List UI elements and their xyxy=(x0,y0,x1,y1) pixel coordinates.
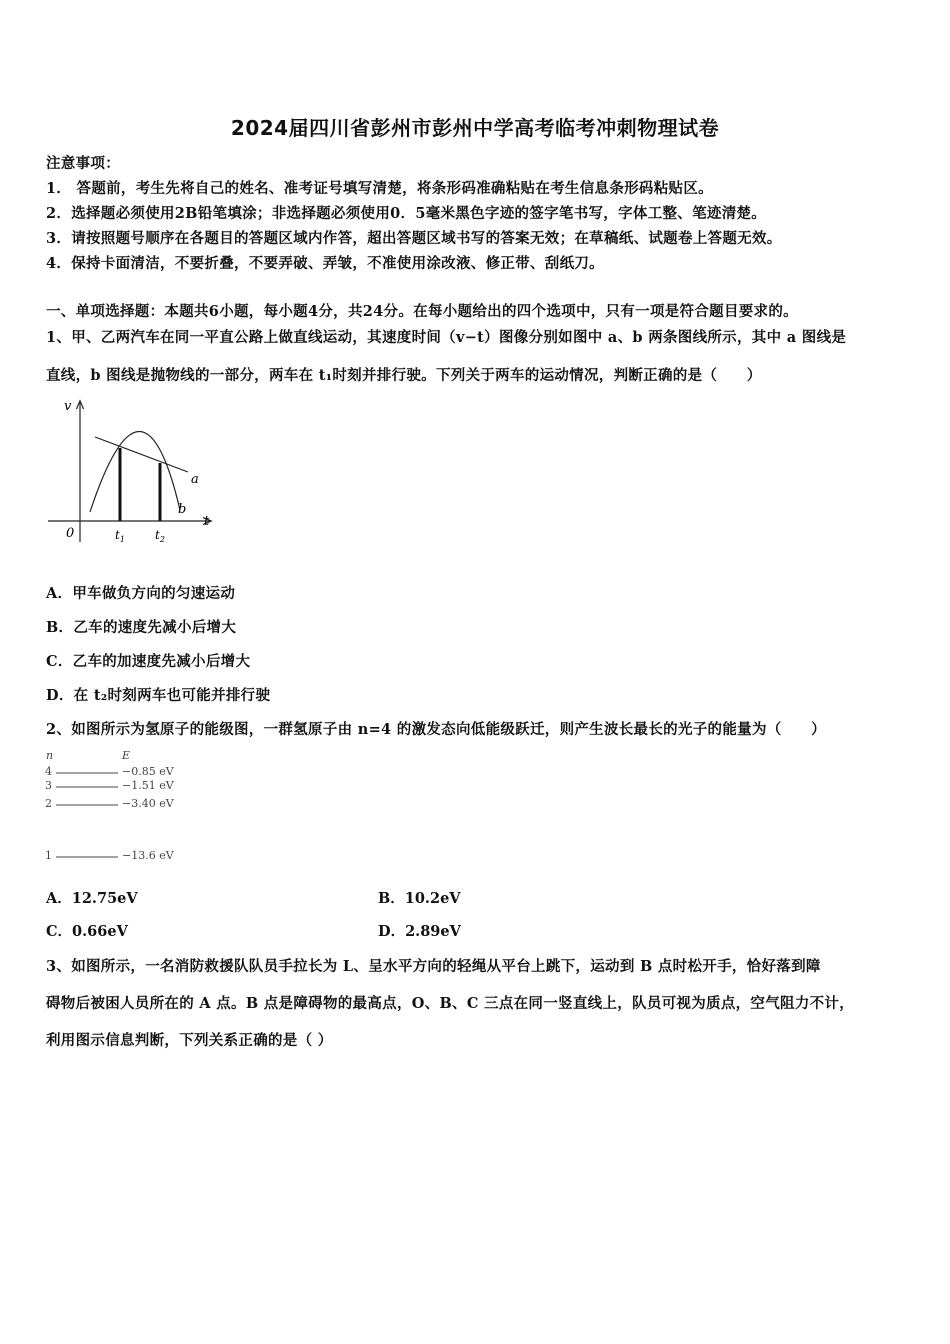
notice-item-3: 3．请按照题号顺序在各题目的答题区域内作答，超出答题区域书写的答案无效；在草稿纸、试题卷上答题无效。 xyxy=(46,230,782,247)
level-1-n: 1 xyxy=(45,849,52,862)
notice-heading: 注意事项： xyxy=(46,155,120,172)
q1-option-a: A．甲车做负方向的匀速运动 xyxy=(46,585,236,602)
line-b-label: b xyxy=(178,502,187,517)
q2-option-d: D．2.89eV xyxy=(378,923,461,940)
q2-option-c: C．0.66eV xyxy=(46,923,128,940)
v-axis-label: v xyxy=(64,399,72,414)
level-1-energy: −13.6 eV xyxy=(122,849,174,862)
origin-label: 0 xyxy=(66,526,75,541)
level-3-energy: −1.51 eV xyxy=(122,779,174,792)
q2-option-b: B．10.2eV xyxy=(378,890,461,907)
page-title: 2024届四川省彭州市彭州中学高考临考冲刺物理试卷 xyxy=(230,116,720,140)
q1-stem-line1: 1、甲、乙两汽车在同一平直公路上做直线运动，其速度时间（v−t）图像分别如图中 a、b 两条图线所示，其中 a 图线是 xyxy=(46,329,847,346)
curve-b xyxy=(90,431,180,512)
line-a-label: a xyxy=(191,472,199,487)
e-label: E xyxy=(122,749,131,762)
level-2-energy: −3.40 eV xyxy=(122,797,174,810)
level-2-n: 2 xyxy=(45,797,52,810)
notice-item-4: 4．保持卡面清洁，不要折叠，不要弄破、弄皱，不准使用涂改液、修正带、刮纸刀。 xyxy=(46,255,604,272)
t-axis-label: t xyxy=(204,514,210,529)
q2-option-a: A．12.75eV xyxy=(46,890,138,907)
level-4-n: 4 xyxy=(45,765,52,778)
q3-stem-line1: 3、如图所示，一名消防救援队队员手拉长为 L、呈水平方向的轻绳从平台上跳下，运动到 B 点时松开手，恰好落到障 xyxy=(46,958,821,975)
section-heading: 一、单项选择题：本题共6小题，每小题4分，共24分。在每小题给出的四个选项中，只有一项是符合题目要求的。 xyxy=(46,303,798,320)
level-4-energy: −0.85 eV xyxy=(122,765,174,778)
notice-item-2: 2．选择题必须使用2B铅笔填涂；非选择题必须使用0．5毫米黑色字迹的签字笔书写，字体工整、笔迹清楚。 xyxy=(46,205,767,222)
n-label: n xyxy=(46,749,54,762)
q3-stem-line2: 碍物后被困人员所在的 A 点。B 点是障碍物的最高点，O、B、C 三点在同一竖直线上，队员可视为质点，空气阻力不计， xyxy=(46,995,855,1012)
q3-stem-line3: 利用图示信息判断，下列关系正确的是（ ） xyxy=(46,1032,333,1049)
q1-option-d: D．在 t₂时刻两车也可能并排行驶 xyxy=(46,687,271,704)
t1-label: $t_1$ xyxy=(115,528,125,544)
q1-option-b: B．乙车的速度先减小后增大 xyxy=(46,619,237,636)
q2-stem: 2、如图所示为氢原子的能级图，一群氢原子由 n=4 的激发态向低能级跃迁，则产生波长最长的光子的能量为（ ） xyxy=(46,721,826,738)
q1-stem-line2: 直线，b 图线是抛物线的一部分，两车在 t₁时刻并排行驶。下列关于两车的运动情况，判断正确的是（ ） xyxy=(46,367,762,384)
notice-item-1: 1． 答题前，考生先将自己的姓名、准考证号填写清楚，将条形码准确粘贴在考生信息条形码粘贴区。 xyxy=(46,180,713,197)
level-3-n: 3 xyxy=(45,779,52,792)
vt-graph-figure xyxy=(40,392,220,552)
t2-label: $t_2$ xyxy=(155,528,165,544)
q1-option-c: C．乙车的加速度先减小后增大 xyxy=(46,653,251,670)
line-a xyxy=(95,437,188,472)
energy-level-figure xyxy=(40,746,200,866)
